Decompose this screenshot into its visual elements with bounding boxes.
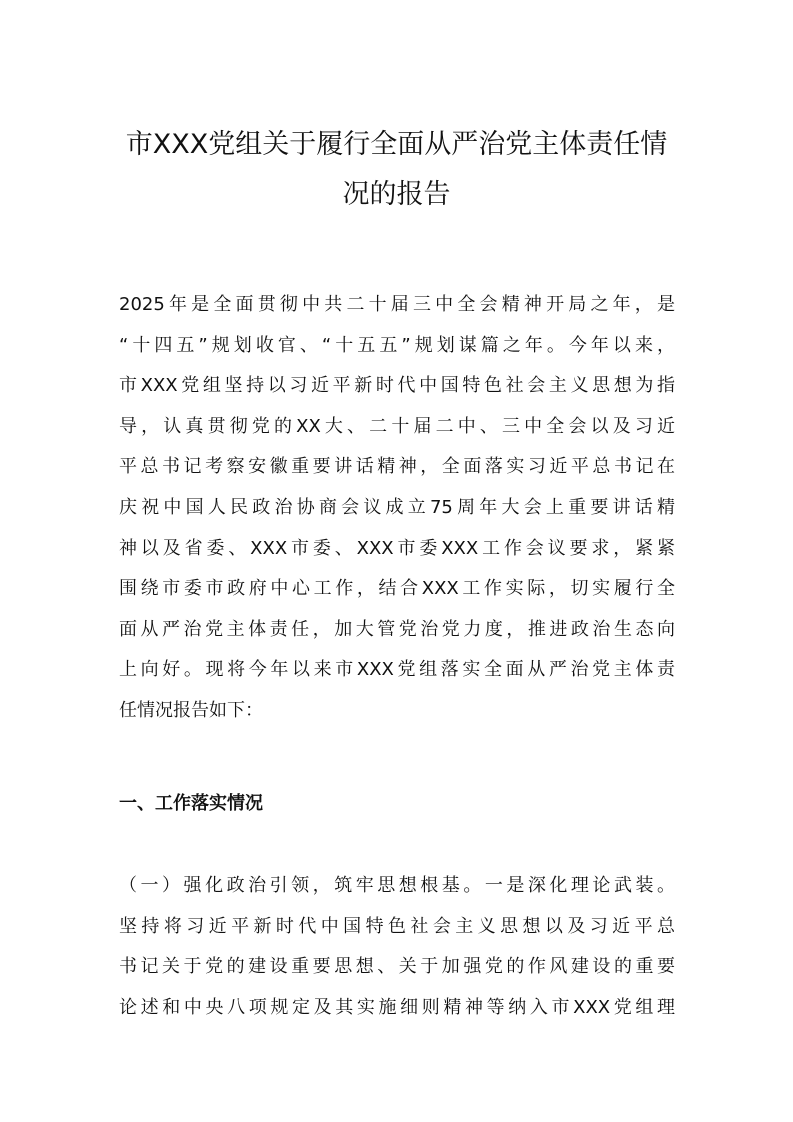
section-paragraph [119,866,675,1028]
text-line: 庆祝中国人民政治协商会议成立75周年大会上重要讲话精 [119,496,675,518]
text-line: 面从严治党主体责任，加大管党治党力度，推进政治生态向 [119,618,675,640]
section-heading: 一、工作落实情况 [119,793,263,814]
text-line: 平总书记考察安徽重要讲话精神，全面落实习近平总书记在 [119,456,675,478]
intro-paragraph [119,285,675,732]
text-line: 神以及省委、XXX市委、XXX市委XXX工作会议要求，紧紧 [119,537,675,559]
text-line: 市XXX党组坚持以习近平新时代中国特色社会主义思想为指 [119,375,675,397]
text-line: “十四五”规划收官、“十五五”规划谋篇之年。今年以来， [119,334,675,356]
text-line: 书记关于党的建设重要思想、关于加强党的作风建设的重要 [119,956,675,978]
document-title-line-2: 况的报告 [342,179,451,210]
text-line: （一）强化政治引领，筑牢思想根基。一是深化理论武装。 [119,875,675,896]
document-title-line-1: 市XXX党组关于履行全面从严治党主体责任情 [125,129,668,160]
text-line: 导，认真贯彻党的XX大、二十届二中、三中全会以及习近 [119,415,675,437]
text-line: 坚持将习近平新时代中国特色社会主义思想以及习近平总 [119,915,675,937]
text-line: 上向好。现将今年以来市XXX党组落实全面从严治党主体责 [119,659,675,681]
text-line: 任情况报告如下： [119,699,263,721]
text-line: 2025年是全面贯彻中共二十届三中全会精神开局之年，是 [119,294,675,315]
text-line: 论述和中央八项规定及其实施细则精神等纳入市XXX党组理 [119,996,675,1018]
text-line: 围绕市委市政府中心工作，结合XXX工作实际，切实履行全 [119,578,675,600]
